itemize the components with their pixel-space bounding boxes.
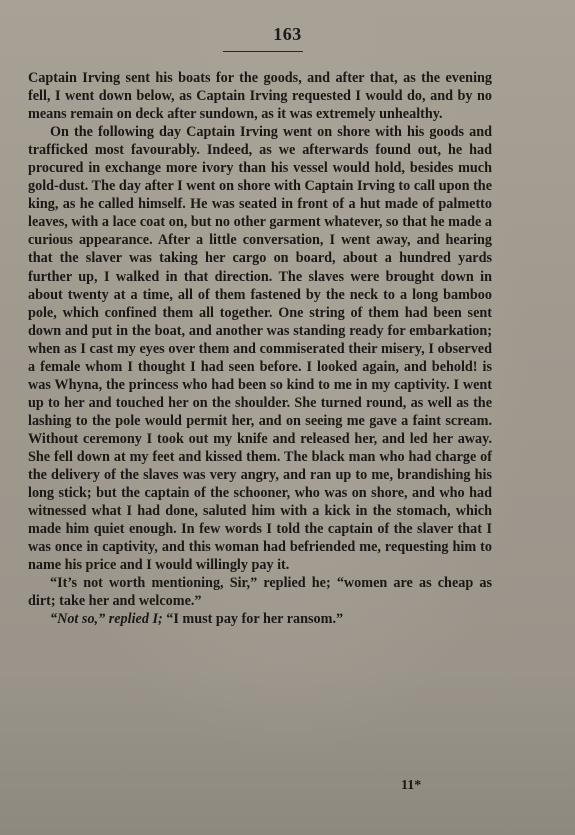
page-number: 163 <box>273 24 302 44</box>
paragraph-quote: “I must pay for her ransom.” <box>162 611 344 628</box>
paragraph: On the following day Captain Irving went on shore with his goods and trafficked most favourably. Indeed, as we afterwards found out, he had procured in exchange more ivory than his vessel would hold, besides much gold-dust. The day after I went on shore with Captain Irving to call upon the king, as he called himself. He was seated in front of a hut made of palmetto leaves, with a lace coat on, but no other garment whatever, so that he made a curious appearance. After a little conversation, I went away, and hearing that the slaver was taking her cargo on board, about a hundred yards further up, I walked in that direction. The slaves were brought down in about twenty at a time, all of them fastened by the neck to a long bamboo pole, which confined them all together. One string of them had been sent down and put in the boat, and another was standing ready for embarkation; when as I cast my eyes over them and commiserated their misery, I observed a female whom I thought I had seen before. I looked again, and behold! is was Whyna, the princess who had been so kind to me in my captivity. I went up to her and touched her on the shoulder. She turned round, as well as the lashing to the pole would permit her, and on seeing me gave a faint scream. Without ceremony I took out my knife and released her, and led her away. She fell down at my feet and kissed them. The black man who had charge of the delivery of the slaves was very angry, and ran up to me, brandishing his long stick; but the captain of the schooner, who was on shore, and who had witnessed what I had done, saluted him with a kick in the stomach, which made him quiet enough. In few words I told the captain of the slaver that I was once in captivity, and this woman had befriended me, requesting him to name his price and I would willingly pay it. <box>28 124 492 574</box>
paragraph <box>28 610 492 628</box>
header-rule <box>223 51 303 52</box>
paragraph-speaker: “Not so,” replied I; <box>50 611 163 628</box>
signature-mark: 11* <box>401 778 422 793</box>
page-body <box>28 69 492 628</box>
paragraph: Captain Irving sent his boats for the goods, and after that, as the evening fell, I went down below, as Captain Irving requested I would do, and by no means remain on deck after sundown, as it was extremely unhealthy. <box>28 70 492 123</box>
paragraph: “It’s not worth mentioning, Sir,” replied he; “women are as cheap as dirt; take her and welcome.” <box>28 575 492 610</box>
